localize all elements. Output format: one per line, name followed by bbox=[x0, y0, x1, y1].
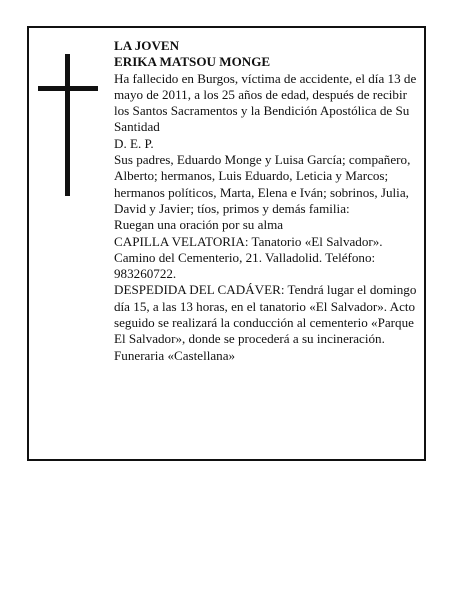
prayer-request: Ruegan una oración por su alma bbox=[114, 217, 284, 233]
cross-vertical-bar bbox=[65, 54, 70, 196]
death-announcement: Ha fallecido en Burgos, víctima de accidente, el día 13 de mayo de 2011, a los 25 años de edad, después de recibir los Santos Sacramentos y la Bendición Apostólica de Su Santidad bbox=[114, 70, 417, 135]
deceased-name: ERIKA MATSOU MONGE bbox=[114, 54, 271, 70]
dep-line: D. E. P. bbox=[114, 135, 154, 151]
obituary-heading: LA JOVEN bbox=[114, 38, 180, 53]
funeral-home: Funeraria «Castellana» bbox=[114, 347, 236, 363]
farewell-info: DESPEDIDA DEL CADÁVER: Tendrá lugar el domingo día 15, a las 13 horas, en el tanatorio «El Salvador». Acto seguido se realizará la conducción al cementerio «Parque El Salvador», donde se procederá a su incineración. bbox=[114, 282, 417, 347]
cross-horizontal-bar bbox=[38, 86, 98, 91]
cross-icon bbox=[38, 54, 98, 196]
chapel-info: CAPILLA VELATORIA: Tanatorio «El Salvador». Camino del Cementerio, 21. Valladolid. Teléfono: 983260722. bbox=[114, 233, 383, 282]
obituary-text bbox=[114, 38, 424, 364]
family-list: Sus padres, Eduardo Monge y Luisa García; compañero, Alberto; hermanos, Luis Eduardo, Leticia y Marcos; hermanos políticos, Marta, Elena e Iván; sobrinos, Julia, David y Javier; tíos, primos y demás familia: bbox=[114, 152, 411, 216]
